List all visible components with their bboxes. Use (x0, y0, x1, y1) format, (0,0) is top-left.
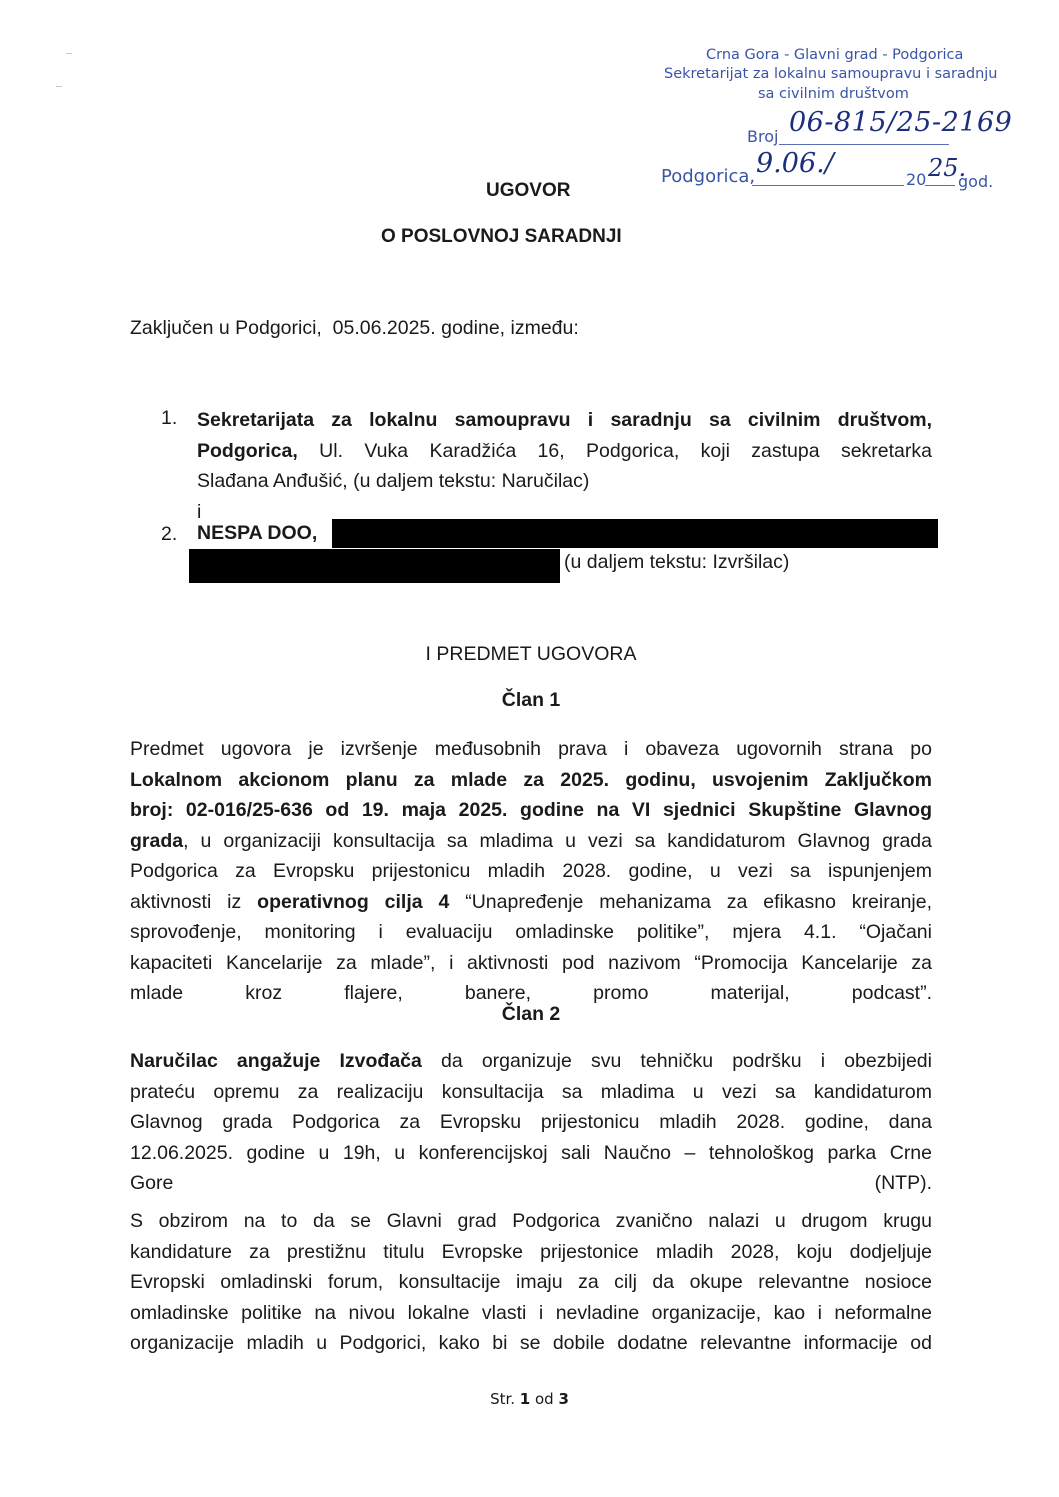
text-run: S obzirom na to da se Glavni grad Podgorica zvanično nalazi u drugom krugu (130, 1210, 932, 1232)
paragraph-line (130, 1298, 932, 1329)
paragraph-line (130, 1267, 932, 1298)
text-run: Podgorica za Evropsku prijestonicu mladih 2028. godine, u vezi sa ispunjenjem (130, 860, 932, 882)
party-2-name: NESPA DOO, (197, 522, 318, 544)
party-2-number: 2. (161, 523, 178, 545)
text-run: mlade kroz flajere, banere, promo materijal, podcast”. (130, 982, 932, 1004)
text-run: omladinske politike na nivou lokalne vlasti i nevladine organizacije, kao i neformalne (130, 1301, 932, 1324)
text-run: 12.06.2025. godine u 19h, u konferencijskoj sali Naučno – tehnološkog parka Crne (130, 1141, 932, 1164)
party-1-block (197, 405, 932, 521)
paragraph-line (130, 1237, 932, 1268)
stamp-line-3: sa civilnim društvom (758, 86, 909, 102)
redaction-bar (332, 519, 938, 548)
stamp-broj-underline (779, 144, 949, 145)
document-title: UGOVOR (486, 180, 571, 201)
text-run: , u organizaciji konsultacija sa mladima u vezi sa kandidaturom Glavnog grada (183, 829, 932, 852)
handwritten-date: 9.06./ (756, 148, 834, 179)
bold-text: Naručilac angažuje Izvođača (130, 1050, 422, 1072)
paragraph-line (130, 887, 932, 918)
text-run: sprovođenje, monitoring i evaluaciju omladinske politike”, mjera 4.1. “Ojačani (130, 921, 932, 943)
article-2-paragraph-2 (130, 1206, 932, 1359)
text-run: aktivnosti iz (130, 890, 258, 913)
party-1-address: Ul. Vuka Karadžića 16, Podgorica, koji zastupa sekretarka (297, 439, 932, 462)
article-2-heading: Član 2 (501, 1003, 561, 1025)
paragraph-line (130, 1138, 932, 1169)
bold-text: broj: 02-016/25-636 od 19. maja 2025. godine na VI sjednici Skupštine Glavnog (130, 799, 932, 821)
stamp-date-underline (752, 185, 904, 186)
redaction-bar (189, 549, 560, 583)
text-run: Predmet ugovora je izvršenje međusobnih prava i obaveza ugovornih strana po (130, 738, 932, 760)
paragraph-line (130, 1328, 932, 1359)
page-total: 3 (558, 1390, 569, 1408)
paragraph-line (130, 1168, 932, 1199)
handwritten-year: 25. (928, 154, 967, 182)
text-run: prateću opremu za realizaciju konsultacija sa mladima u vezi sa kandidaturom (130, 1080, 932, 1103)
handwritten-reference-number: 06-815/25-2169 (789, 107, 1013, 138)
stamp-line-2: Sekretarijat za lokalnu samoupravu i saradnju (664, 66, 998, 82)
text-run: da organizuje svu tehničku podršku i obezbijedi (421, 1050, 932, 1072)
stamp-broj-label: Broj (747, 127, 779, 146)
party-1-city: Podgorica, (197, 439, 298, 462)
section-heading: I PREDMET UGOVORA (425, 643, 637, 665)
conjunction: i (197, 500, 202, 523)
text-run: “Unapređenje mehanizama za efikasno kreiranje, (449, 890, 933, 913)
paragraph-line (130, 1046, 932, 1077)
paragraph-line (130, 948, 932, 979)
paragraph-line (130, 795, 932, 826)
party-1-line-1 (197, 405, 932, 436)
paragraph-line (130, 734, 932, 765)
text-run: Gore (NTP). (130, 1172, 932, 1194)
paragraph-line (130, 1206, 932, 1237)
party-1-name: Sekretarijata za lokalnu samoupravu i saradnju sa civilnim društvom, (197, 409, 932, 431)
scan-mark (56, 86, 62, 87)
stamp-year-prefix: 20 (906, 170, 927, 189)
bold-text: grada (130, 829, 184, 852)
paragraph-line (130, 917, 932, 948)
stamp-year-underline (925, 185, 955, 186)
paragraph-line (130, 1077, 932, 1108)
page-footer (0, 1390, 1059, 1408)
bold-text: operativnog cilja 4 (257, 890, 450, 913)
paragraph-line (130, 856, 932, 887)
footer-middle: od (530, 1390, 559, 1408)
paragraph-line (130, 765, 932, 796)
text-run: kandidature za prestižnu titulu Evropske prijestonice mladih 2028, koju dodjeljuje (130, 1240, 932, 1263)
stamp-line-1: Crna Gora - Glavni grad - Podgorica (706, 47, 964, 63)
text-run: Evropski omladinski forum, konsultacije imaju za cilj da okupe relevantne nosioce (130, 1271, 932, 1293)
article-2-paragraph-1 (130, 1046, 932, 1199)
document-subtitle: O POSLOVNOJ SARADNJI (381, 226, 622, 247)
stamp-god-label: god. (958, 172, 994, 191)
party-1-line-3: Slađana Anđušić, (u daljem tekstu: Naručilac) (197, 470, 590, 492)
footer-prefix: Str. (490, 1390, 520, 1408)
scan-mark (66, 53, 72, 54)
party-1-line-2 (197, 436, 932, 467)
article-1-heading: Član 1 (501, 689, 561, 711)
text-run: Glavnog grada Podgorica za Evropsku prijestonicu mladih 2028. godine, dana (130, 1111, 932, 1133)
paragraph-line (130, 1107, 932, 1138)
text-run: organizacije mladih u Podgorici, kako bi se dobile dodatne relevantne informacije od (130, 1332, 932, 1354)
text-run: kapaciteti Kancelarije za mlade”, i aktivnosti pod nazivom “Promocija Kancelarije za (130, 951, 932, 974)
bold-text: Lokalnom akcionom planu za mlade za 2025. godinu, usvojenim Zaključkom (130, 768, 932, 791)
page-number: 1 (519, 1390, 531, 1408)
stamp-place-label: Podgorica, (661, 166, 756, 187)
party-1-number: 1. (161, 407, 178, 429)
paragraph-line (130, 826, 932, 857)
contract-intro: Zaključen u Podgorici, 05.06.2025. godine, između: (130, 317, 579, 339)
party-2-designation: (u daljem tekstu: Izvršilac) (564, 551, 790, 573)
article-1-paragraph (130, 734, 932, 1009)
